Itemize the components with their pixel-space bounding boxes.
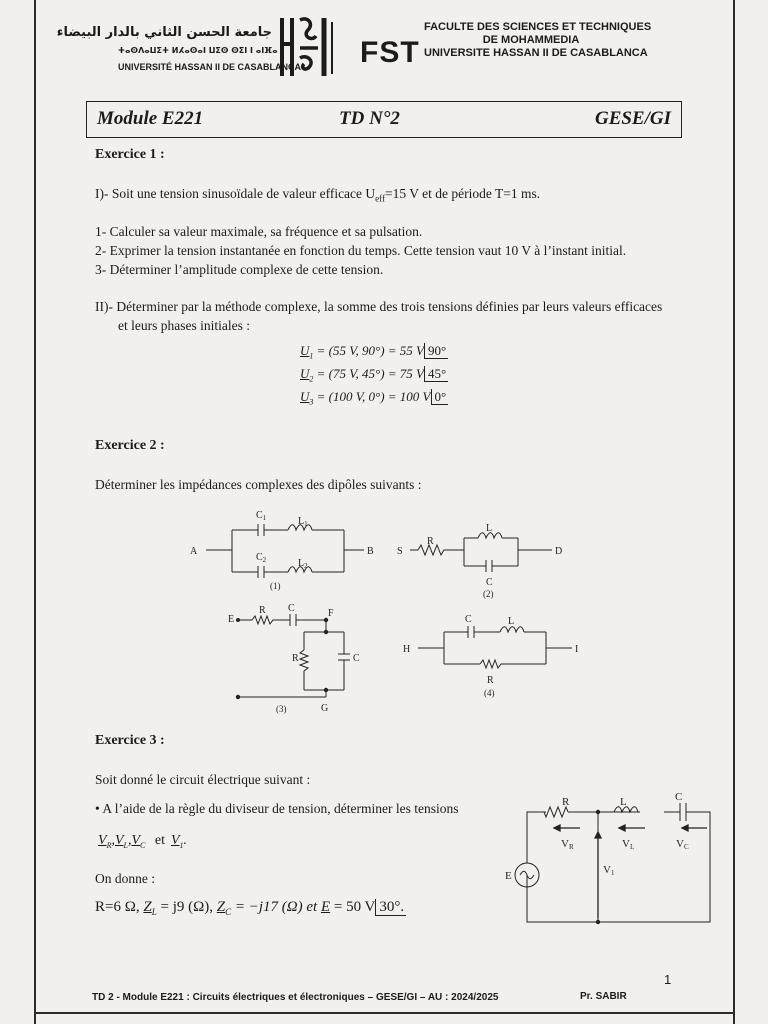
c1-l2-sub: 2 (304, 562, 308, 570)
ex3-vr-letter: V (561, 838, 569, 850)
ex3-l-label: L (620, 796, 627, 808)
ex3-circuit (500, 782, 722, 928)
v-c-name: V (131, 833, 141, 848)
c2-c-label: C (486, 577, 493, 588)
ex1-part1 (95, 186, 540, 204)
footer-author: Pr. SABIR (580, 991, 627, 1002)
footer-course: TD 2 - Module E221 : Circuits électriques et électroniques – GESE/GI – AU : 2024/2025 (92, 992, 499, 1003)
given-zc: = −j17 (Ω) et (231, 899, 321, 915)
ex1-part2-line1: II)- Déterminer par la méthode complexe, la somme des trois tensions définies par leurs valeurs efficaces (95, 299, 663, 314)
et-word: et (154, 833, 165, 848)
c1-l1-sub: 1 (304, 520, 308, 528)
eq3-name: U (300, 389, 310, 404)
c2-d-label: D (555, 546, 563, 557)
title-bar (86, 101, 682, 138)
ex2-title: Exercice 2 : (95, 438, 165, 453)
c2-number: (2) (483, 589, 494, 599)
c2-r-label: R (427, 536, 434, 547)
c3-c2-label: C (353, 653, 360, 664)
frame-left (34, 0, 36, 1024)
frame-bottom (34, 1012, 734, 1014)
eq2-name: U (300, 366, 310, 381)
equation-u1 (300, 343, 448, 361)
ex3-node-top (596, 810, 600, 814)
ex1-q2: 2- Exprimer la tension instantanée en fonction du temps. Cette tension vaut 10 V à l’instant initial. (95, 243, 627, 258)
ex3-v1-letter: V (603, 864, 611, 876)
faculty-line-3: UNIVERSITE HASSAN II DE CASABLANCA (424, 47, 648, 59)
c1-c1-sub: 1 (262, 514, 267, 522)
node-f-low (324, 630, 328, 634)
given-angle: 30°. (375, 899, 406, 916)
eq1-mid: = (55 V, 90°) = 55 V (313, 343, 424, 358)
c4-number: (4) (484, 688, 495, 698)
eq3-angle: 0° (431, 389, 449, 405)
ex3-v1-label (603, 864, 615, 877)
c3-c-label: C (288, 603, 295, 614)
c1-l1-letter: L (298, 516, 305, 527)
node-e (236, 618, 240, 622)
c4-l-label: L (508, 616, 515, 627)
c1-number: (1) (270, 581, 281, 591)
eq1-sub: 1 (309, 351, 314, 361)
arabic-university-name: جامعة الحسن الثاني بالدار البيضاء (56, 25, 272, 40)
v-r-sub: R (106, 840, 112, 850)
node-g-low (236, 695, 240, 699)
node-g (324, 688, 328, 692)
page-number: 1 (664, 972, 672, 987)
td-label: TD N°2 (339, 108, 400, 129)
tifinagh-university-name: ⵜⴰⵙⴷⴰⵡⵉⵜ ⵍⵃⴰⵙⴰⵏ ⵡⵉⵙ ⵙⵉⵏ ⵏ ⴰⵏⴼⴰ (118, 46, 278, 55)
c1-l2-letter: L (298, 558, 305, 569)
v-1-name: V (170, 833, 180, 848)
ex3-voltages-list (98, 833, 187, 850)
frame-right (733, 0, 735, 1024)
zl-name: Z (143, 899, 152, 915)
v-1-sub: 1 (179, 840, 184, 850)
ex1-part1-post: =15 V et de période T=1 ms. (385, 186, 541, 201)
ex3-vc-sub: C (683, 843, 689, 851)
ex3-node-bottom (596, 920, 600, 924)
filiere-label: GESE/GI (594, 108, 671, 129)
c2-l-label: L (486, 523, 493, 534)
sep-1: , (111, 833, 115, 848)
faculty-line-1: FACULTE DES SCIENCES ET TECHNIQUES (424, 21, 652, 33)
given-r: R=6 Ω, (95, 899, 140, 915)
given-e: = 50 V (330, 899, 376, 915)
c4-r-label: R (487, 675, 494, 686)
eq1-angle: 90° (424, 343, 448, 359)
ex3-title: Exercice 3 : (95, 733, 165, 748)
c2-s-label: S (397, 546, 403, 557)
ex3-r-label: R (562, 796, 570, 808)
v-c-sub: C (140, 840, 146, 850)
ex3-given-values (95, 899, 406, 917)
ex2-circuits (170, 500, 600, 722)
ex3-vr-sub: R (568, 843, 574, 851)
ex3-c-label: C (675, 791, 683, 803)
ex1-q3: 3- Déterminer l’amplitude complexe de cette tension. (95, 262, 384, 277)
eq1-name: U (300, 343, 310, 358)
c3-f-label: F (328, 608, 334, 619)
zl-sub: L (151, 907, 157, 917)
ex3-vr-label (561, 838, 574, 851)
ex3-vc-label (676, 838, 689, 851)
eq2-sub: 2 (309, 374, 314, 384)
ex1-q1: 1- Calculer sa valeur maximale, sa fréquence et sa pulsation. (95, 224, 423, 239)
zc-name: Z (216, 899, 226, 915)
sep-end: . (183, 833, 188, 848)
c1-c2-label (256, 552, 267, 564)
ex2-text: Déterminer les impédances complexes des dipôles suivants : (95, 477, 422, 492)
c3-g-label: G (321, 703, 329, 714)
ex3-e-label: E (505, 870, 512, 882)
ex1-part2-line2: et leurs phases initiales : (118, 318, 250, 333)
c1-l1-label (298, 516, 308, 528)
faculty-name (424, 21, 652, 60)
equation-u2 (300, 366, 448, 384)
c1-c2-sub: 2 (262, 556, 267, 564)
ex3-intro: Soit donné le circuit électrique suivant : (95, 772, 311, 787)
module-label: Module E221 (97, 108, 204, 129)
faculty-line-2: DE MOHAMMEDIA (482, 34, 580, 46)
ex1-part1-sub: eff (375, 193, 385, 204)
c3-number: (3) (276, 704, 287, 714)
c1-c1-letter: C (256, 510, 263, 521)
eq2-angle: 45° (424, 366, 448, 382)
ex1-title: Exercice 1 : (95, 147, 165, 162)
c1-a-label: A (190, 546, 198, 557)
c3-e-label: E (228, 614, 235, 625)
v-l-name: V (114, 833, 124, 848)
c3-r2-label: R (292, 653, 299, 664)
c1-c2-letter: C (256, 552, 263, 563)
c1-b-label: B (367, 546, 374, 557)
ex3-bullet: • A l’aide de la règle du diviseur de tension, déterminer les tensions (95, 801, 459, 816)
c4-h-label: H (403, 644, 411, 655)
e-name: E (320, 899, 331, 915)
fst-logo-mark (278, 14, 348, 82)
university-name-logo: UNIVERSITÉ HASSAN II DE CASABLANCA (118, 62, 302, 72)
v-l-sub: L (123, 840, 128, 850)
eq2-mid: = (75 V, 45°) = 75 V (313, 366, 424, 381)
eq3-mid: = (100 V, 0°) = 100 V (313, 389, 431, 404)
c1-l2-label (298, 558, 308, 570)
ex3-vl-letter: V (622, 838, 630, 850)
ex3-vl-label (622, 838, 634, 851)
fst-logo-text: FST (360, 36, 420, 69)
v-r-name: V (98, 833, 107, 848)
eq3-sub: 3 (309, 397, 314, 407)
ex3-vl-sub: L (629, 843, 635, 851)
given-zl: = j9 (Ω), (156, 899, 213, 915)
c4-i-label: I (575, 644, 579, 655)
equation-u3 (300, 389, 448, 407)
ex3-v1-sub: 1 (610, 869, 615, 877)
ex3-on-donne: On donne : (95, 871, 155, 886)
ex1-part1-pre: I)- Soit une tension sinusoïdale de valeur efficace U (95, 186, 376, 201)
c3-r-label: R (259, 605, 266, 616)
sep-2: , (127, 833, 132, 848)
ex3-vc-letter: V (676, 838, 684, 850)
c1-c1-label (256, 510, 267, 522)
c4-c-label: C (465, 614, 472, 625)
zc-sub: C (225, 907, 232, 917)
